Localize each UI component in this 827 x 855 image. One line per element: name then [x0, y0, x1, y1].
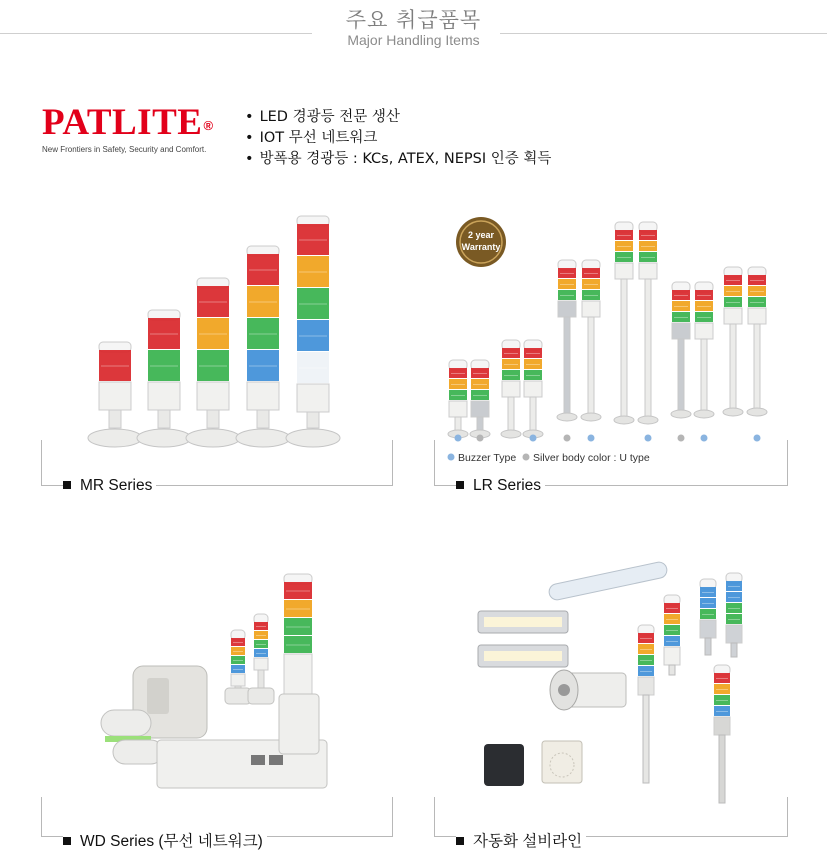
feature-item: • LED 경광등 전문 생산 [245, 107, 551, 128]
tower-pole [730, 324, 736, 410]
tower-base [501, 430, 521, 438]
feature-item: • 방폭용 경광등 : KCs, ATEX, NEPSI 인증 획득 [245, 149, 551, 170]
automation-line-image [440, 545, 812, 810]
signal-tower-icon [582, 260, 600, 317]
wall-speaker-icon [542, 741, 582, 783]
signal-tower-icon [99, 342, 131, 410]
tower-pole [158, 410, 170, 428]
tower-pole [257, 410, 269, 428]
registered-mark: ® [203, 118, 214, 133]
signal-tower-icon [247, 246, 279, 410]
signal-tower-icon [558, 260, 576, 317]
tower-base [614, 416, 634, 424]
tower-base [581, 413, 601, 421]
signal-tower-icon [254, 614, 268, 670]
signal-tower-icon [638, 625, 654, 695]
wireless-tower-unit [279, 694, 319, 754]
black-speaker-icon [484, 744, 524, 786]
receiver-unit [101, 710, 151, 736]
feature-list [245, 107, 551, 170]
signal-tower-icon [748, 267, 766, 324]
tower-pole [508, 397, 514, 432]
page-title: 주요 취급품목 [345, 8, 482, 32]
tower-pole [701, 339, 707, 412]
tower-pole [678, 339, 684, 412]
patlite-logo [42, 102, 232, 154]
signal-tower-icon [471, 360, 489, 417]
signal-tower-icon [524, 340, 542, 397]
signal-tower-icon [726, 573, 742, 643]
signal-tower-icon [197, 278, 229, 410]
logo-wordmark: PATLITE [42, 102, 203, 143]
signal-tower-icon [284, 574, 312, 694]
signal-tower-icon [724, 267, 742, 324]
signal-tower-icon [700, 579, 716, 638]
signal-tower-icon [297, 216, 329, 412]
signal-tower-icon [615, 222, 633, 279]
warranty-badge-icon [456, 217, 506, 267]
tower-base [638, 416, 658, 424]
caption-lr-series: LR Series [456, 477, 545, 495]
badge-line1: 2 year [467, 230, 495, 240]
feature-item: • IOT 무선 네트워크 [245, 128, 551, 149]
legend-buzzer-label: Buzzer Type [458, 452, 517, 464]
tower-base [557, 413, 577, 421]
tower-pole [307, 412, 319, 428]
tower-pole [207, 410, 219, 428]
signal-tower-icon [664, 595, 680, 665]
logo-tagline: New Frontiers in Safety, Security and Comfort. [42, 145, 207, 154]
signal-tower-icon [639, 222, 657, 279]
lr-series-image [440, 200, 812, 470]
tower-pole [588, 317, 594, 415]
tower-base [747, 408, 767, 416]
caption-mr-series: MR Series [63, 477, 156, 495]
led-light-bar [548, 561, 669, 602]
caption-wd-series: WD Series (무선 네트워크) [63, 829, 267, 851]
tower-base [723, 408, 743, 416]
tower-pole [564, 317, 570, 415]
signal-tower-icon [231, 630, 245, 686]
signal-tower-icon [714, 665, 730, 735]
signal-tower-icon [148, 310, 180, 410]
wd-series-image [41, 560, 413, 810]
badge-line2: Warranty [461, 242, 501, 252]
signal-tower-icon [449, 360, 467, 417]
tower-pole [621, 279, 627, 418]
signal-tower-icon [695, 282, 713, 339]
page-subtitle: Major Handling Items [347, 32, 480, 48]
signal-tower-icon [672, 282, 690, 339]
tower-pole [530, 397, 536, 432]
legend-silver-label: Silver body color : U type [533, 452, 650, 464]
tower-base [694, 410, 714, 418]
tower-base [671, 410, 691, 418]
receiver-unit [113, 740, 163, 764]
product-panel-automation [440, 545, 812, 835]
signal-tower-icon [502, 340, 520, 397]
mr-series-image [41, 200, 413, 470]
tower-pole [109, 410, 121, 428]
tower-pole [754, 324, 760, 410]
tower-pole [645, 279, 651, 418]
caption-automation-line: 자동화 설비라인 [456, 829, 586, 851]
